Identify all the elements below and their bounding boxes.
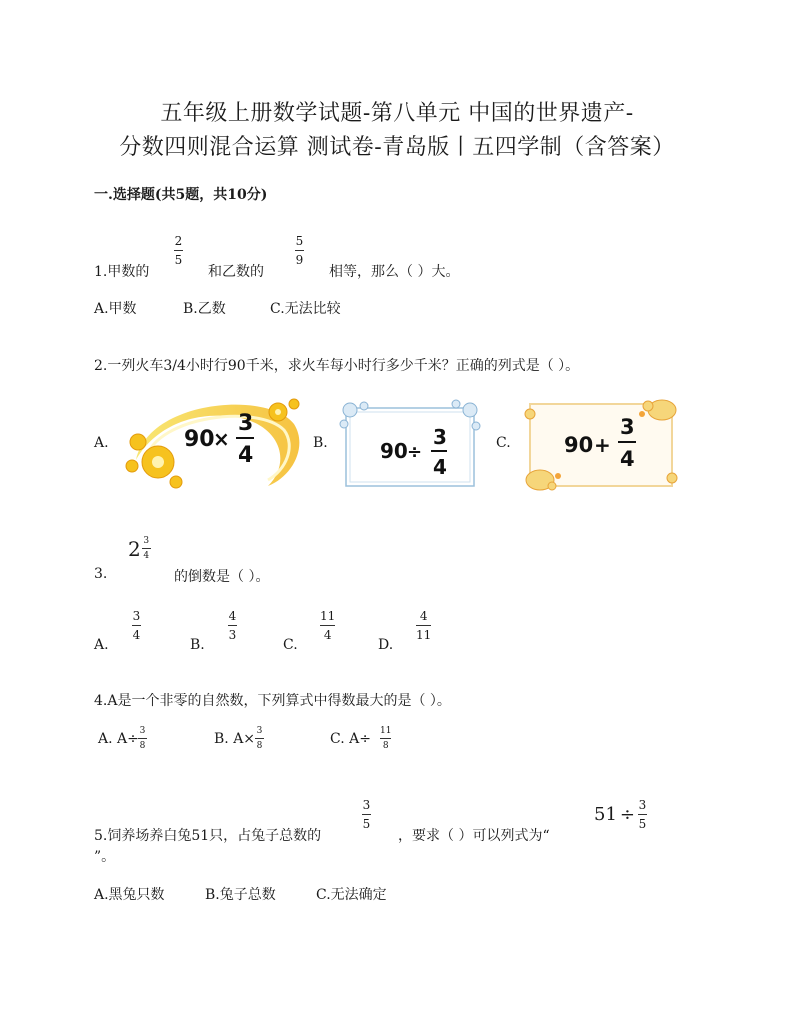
- q3-option-c-label[interactable]: C.: [283, 637, 298, 653]
- q3-suffix: 的倒数是（ ）。: [174, 569, 270, 585]
- fraction-bar: [132, 625, 141, 626]
- q5-frac-den: 5: [362, 817, 371, 831]
- q2-option-b-label[interactable]: B.: [313, 435, 328, 451]
- fraction-bar: [362, 814, 371, 815]
- fraction-bar: [228, 625, 237, 626]
- q3c-den: 4: [323, 628, 332, 642]
- q2-option-a-card[interactable]: [118, 390, 312, 494]
- q5-option-a[interactable]: A.黑兔只数: [94, 887, 165, 903]
- q3-option-c-fraction[interactable]: [320, 609, 335, 642]
- q4-option-b-fraction[interactable]: [255, 726, 264, 751]
- q4a-den: 8: [139, 741, 146, 751]
- q4-option-c-fraction[interactable]: [380, 726, 391, 751]
- q2c-op: +: [594, 433, 611, 457]
- q2b-op: ÷: [407, 442, 423, 463]
- q1-option-b[interactable]: B.乙数: [183, 301, 226, 317]
- q4a-num: 3: [139, 726, 146, 736]
- fraction-bar: [416, 625, 431, 626]
- q3b-num: 4: [228, 609, 237, 623]
- q5-expr-fraction: [638, 798, 647, 831]
- q2-option-c-label[interactable]: C.: [496, 435, 511, 451]
- q1-fraction-2: [295, 234, 304, 267]
- q2-option-a-label[interactable]: A.: [94, 435, 109, 451]
- q5-expression: [594, 798, 647, 831]
- q2b-den: 4: [433, 455, 447, 479]
- q5-expr-op: ÷: [619, 804, 635, 825]
- q1-option-a[interactable]: A.甲数: [94, 301, 137, 317]
- q5-expr-num: 3: [638, 798, 647, 812]
- q5-prefix: 5.饲养场养白兔51只，占兔子总数的: [94, 828, 322, 844]
- document-title-line1: 五年级上册数学试题-第八单元 中国的世界遗产-: [160, 101, 634, 126]
- q3-option-b-label[interactable]: B.: [190, 637, 205, 653]
- q3a-den: 4: [132, 628, 141, 642]
- q2b-left: 90: [380, 439, 408, 463]
- fraction-bar: [138, 738, 147, 739]
- q2c-den: 4: [620, 447, 635, 471]
- q1-frac1-num: 2: [174, 234, 183, 248]
- q3-mixed-fraction: [142, 536, 151, 561]
- q5-end: ”。: [94, 849, 116, 865]
- q3-option-a-label[interactable]: A.: [94, 637, 109, 653]
- q3a-num: 3: [132, 609, 141, 623]
- q2-option-b-card[interactable]: [336, 398, 484, 492]
- q1-frac2-den: 9: [295, 253, 304, 267]
- q3b-den: 3: [228, 628, 237, 642]
- q5-fraction: [362, 798, 371, 831]
- q4-option-a-fraction[interactable]: [138, 726, 147, 751]
- q3-prefix: 3.: [94, 566, 108, 582]
- fraction-bar: [255, 738, 264, 739]
- q4c-den: 8: [382, 741, 389, 751]
- q3-option-d-label[interactable]: D.: [378, 637, 394, 653]
- q1-fraction-1: [174, 234, 183, 267]
- q3-option-d-fraction[interactable]: [416, 609, 431, 642]
- q3-mixed-den: 4: [143, 551, 150, 561]
- document-title-line2: 分数四则混合运算 测试卷-青岛版丨五四学制（含答案）: [119, 135, 675, 160]
- q1-option-c[interactable]: C.无法比较: [270, 301, 341, 317]
- q3-mixed-num: 3: [143, 536, 150, 546]
- q3d-num: 4: [419, 609, 428, 623]
- q4b-num: 3: [256, 726, 263, 736]
- q2a-left: 90: [184, 427, 215, 452]
- q4b-den: 8: [256, 741, 263, 751]
- q2-text: 2.一列火车3/4小时行90千米，求火车每小时行多少千米？正确的列式是（ ）。: [94, 358, 580, 374]
- q2c-num: 3: [620, 415, 635, 439]
- q5-frac-num: 3: [362, 798, 371, 812]
- q3c-num: 11: [320, 609, 336, 623]
- q1-frac1-den: 5: [174, 253, 183, 267]
- q5-expr-left: 51: [594, 804, 617, 825]
- q3-mixed-whole: 2: [128, 536, 141, 561]
- q2b-num: 3: [433, 425, 447, 449]
- q3d-den: 11: [416, 628, 432, 642]
- q1-frac2-num: 5: [295, 234, 304, 248]
- q3-mixed-number: [128, 536, 151, 561]
- q3-option-a-fraction[interactable]: [132, 609, 141, 642]
- q4-option-b-label[interactable]: B. A×: [214, 731, 256, 747]
- q1-suffix: 相等，那么（ ）大。: [329, 264, 460, 280]
- q2a-den: 4: [238, 443, 254, 468]
- fraction-bar: [380, 738, 391, 739]
- q4-option-a-label[interactable]: A. A÷: [98, 731, 139, 747]
- q4-text: 4.A是一个非零的自然数，下列算式中得数最大的是（ ）。: [94, 693, 451, 709]
- q2c-left: 90: [564, 433, 594, 457]
- fraction-bar: [174, 250, 183, 251]
- q2a-op: ×: [213, 427, 230, 451]
- fraction-bar: [142, 548, 151, 549]
- q5-expr-den: 5: [638, 817, 647, 831]
- fraction-bar: [638, 814, 647, 815]
- q4c-num: 11: [380, 726, 392, 736]
- q1-prefix: 1.甲数的: [94, 264, 150, 280]
- q1-middle: 和乙数的: [208, 264, 264, 280]
- q5-option-c[interactable]: C.无法确定: [316, 887, 387, 903]
- fraction-bar: [295, 250, 304, 251]
- q2a-num: 3: [238, 411, 254, 436]
- fraction-bar: [320, 625, 335, 626]
- q5-middle: ，要求（ ）可以列式为“: [398, 828, 550, 844]
- q3-option-b-fraction[interactable]: [228, 609, 237, 642]
- q5-option-b[interactable]: B.兔子总数: [205, 887, 276, 903]
- q2-option-c-card[interactable]: [522, 396, 680, 494]
- q4-option-c-label[interactable]: C. A÷: [330, 731, 371, 747]
- section-heading: 一.选择题(共5题，共10分): [94, 187, 268, 203]
